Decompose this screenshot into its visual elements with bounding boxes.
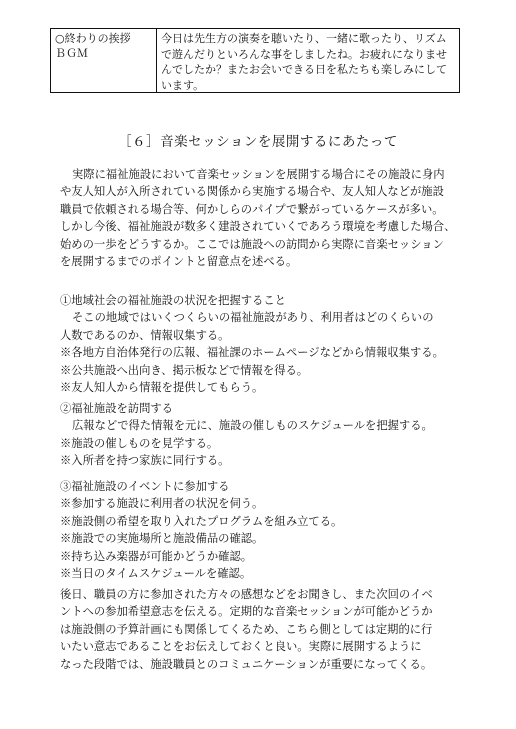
description-line: います。 xyxy=(161,78,205,92)
item-3-line: ※施設での実施場所と施設備品の確認。 xyxy=(60,532,264,546)
description-line: んでしたか？またお会いできる日を私たちも楽しみにして xyxy=(161,63,447,76)
item-3-heading: ③福祉施設のイベントに参加する xyxy=(60,480,230,493)
item-1-line: そこの地域ではいくつくらいの福祉施設があり、利用者はどのくらいの xyxy=(72,311,434,325)
closing-line: いたい意志であることをお伝えしておくと良い。実際に展開するように xyxy=(60,640,422,654)
item-1-line: 人数であるのか、情報収集する。 xyxy=(60,328,230,342)
program-item-line: ○終わりの挨拶 xyxy=(55,32,131,45)
item-2-line: ※施設の催しものを見学する。 xyxy=(60,436,219,450)
closing-line: ントへの参加希望意志を伝える。定期的な音楽セッションが可能かどうか xyxy=(60,605,433,619)
program-table xyxy=(50,28,460,93)
description-line: で遊んだりといろんな事をしましたね。お疲れになりませ xyxy=(161,47,447,61)
item-2-line: ※入所者を持つ家族に同行する。 xyxy=(60,454,230,468)
program-description-cell xyxy=(157,29,459,92)
item-1-line: ※公共施設へ出向き、掲示板などで情報を得る。 xyxy=(60,363,309,377)
item-3-line: ※持ち込み楽器が可能かどうか確認。 xyxy=(60,549,253,563)
item-2-heading: ②福祉施設を訪問する xyxy=(60,402,173,415)
program-item-line: ＢＧＭ xyxy=(55,47,88,60)
item-3-line: ※参加する施設に利用者の状況を伺う。 xyxy=(60,497,264,511)
item-1-line: ※友人知人から情報を提供してもらう。 xyxy=(60,381,264,395)
item-2-line: 広報などで得た情報を元に、施設の催しものスケジュールを把握する。 xyxy=(72,419,433,433)
intro-line: を展開するまでのポイントと留意点を述べる。 xyxy=(60,255,298,269)
program-item-cell xyxy=(51,29,157,92)
closing-paragraph xyxy=(60,586,470,673)
intro-line: 実際に福祉施設において音楽セッションを展開する場合にその施設に身内 xyxy=(72,168,445,181)
intro-line: や友人知人が入所されている関係から実施する場合や、友人知人などが施設 xyxy=(60,185,444,199)
intro-paragraph xyxy=(60,166,470,270)
closing-line: 後日、職員の方に参加された方々の感想などをお聞きし、また次回のイベ xyxy=(60,588,433,601)
intro-line: 始めの一歩をどうするか。ここでは施設への訪問から実際に音楽セッション xyxy=(60,237,444,251)
item-1-line: ※各地方自治体発行の広報、福祉課のホームページなどから情報収集する。 xyxy=(60,346,444,360)
closing-line: なった段階では、施設職員とのコミュニケーションが重要になってくる。 xyxy=(60,657,433,671)
closing-line: は施設側の予算計画にも関係してくるため、こちら側としては定期的に行 xyxy=(60,622,433,636)
section-title: ［６］音楽セッションを展開するにあたって xyxy=(118,134,398,150)
item-1-heading: ①地域社会の福祉施設の状況を把握すること xyxy=(60,294,286,307)
item-2-section xyxy=(60,400,470,470)
description-line: 今日は先生方の演奏を聴いたり、一緒に歌ったり、リズム xyxy=(161,32,447,45)
item-1-section xyxy=(60,292,470,396)
intro-line: しかし今後、福祉施設が数多く建設されていくであろう環境を考慮した場合、 xyxy=(60,220,456,234)
item-3-line: ※当日のタイムスケジュールを確認。 xyxy=(60,567,252,581)
intro-line: 職員で依頼される場合等、何かしらのパイプで繋がっているケースが多い。 xyxy=(60,202,444,216)
item-3-line: ※施設側の希望を取り入れたプログラムを組み立てる。 xyxy=(60,514,343,528)
item-3-section xyxy=(60,478,470,582)
